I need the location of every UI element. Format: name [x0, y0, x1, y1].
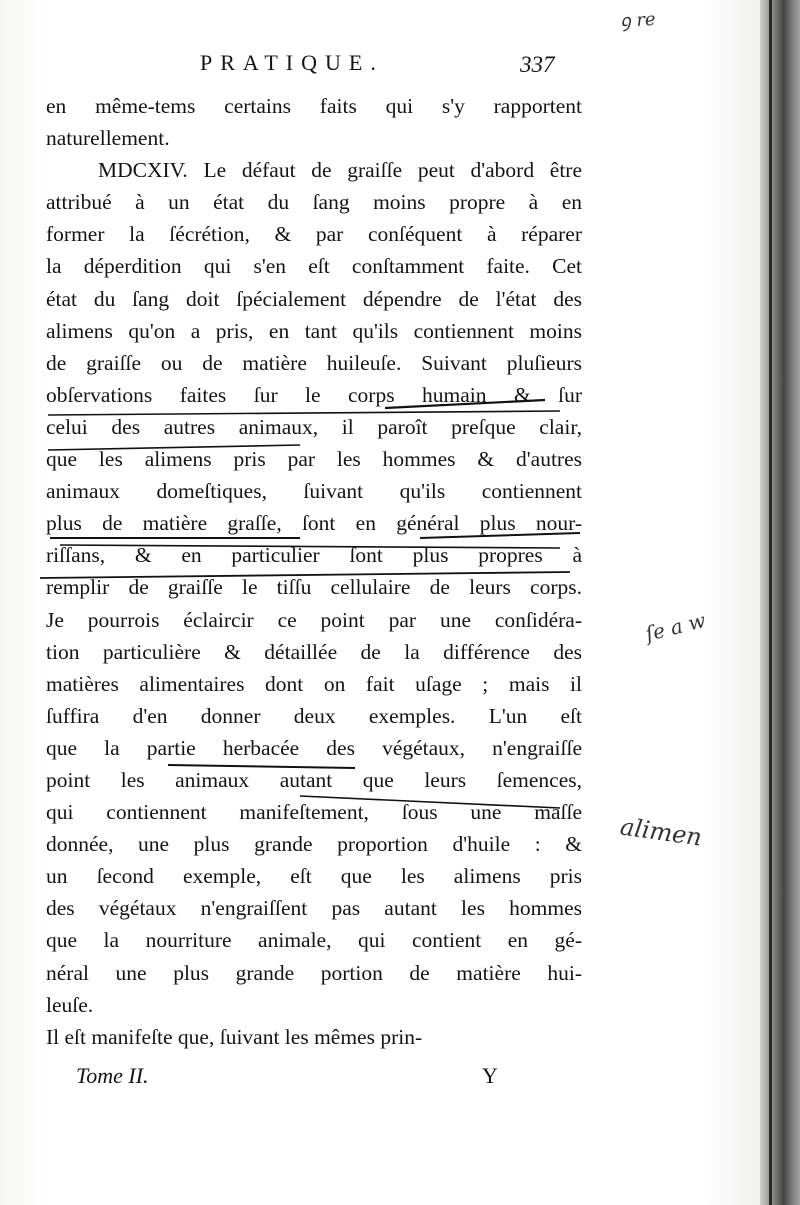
text-line: état du ſang doit ſpécialement dépendre de l'état des [46, 286, 582, 311]
margin-note: ſe a w [643, 607, 708, 647]
text-line: en même-tems certains faits qui s'y rapportent [46, 94, 582, 118]
text-line: ſuffira d'en donner deux exemples. L'un eſt [46, 703, 582, 728]
text-line: plus de matière graſſe, ſont en général plus nour- [46, 511, 582, 536]
text-line: que les alimens pris par les hommes & d'autres [46, 447, 582, 472]
text-line: former la ſécrétion, & par conſéquent à réparer [46, 222, 582, 247]
signature-mark: Y [482, 1063, 498, 1088]
volume-label: Tome II. [76, 1063, 149, 1088]
running-head [0, 50, 770, 86]
text-line: celui des autres animaux, il paroît preſque clair, [46, 414, 582, 439]
text-line: MDCXIV. Le défaut de graiſſe peut d'abord être [98, 158, 582, 183]
text-line: un ſecond exemple, eſt que les alimens pris [46, 864, 582, 889]
page-footer [0, 1063, 770, 1103]
running-title: PRATIQUE. [200, 50, 384, 75]
text-line: Il eſt manifeſte que, ſuivant les mêmes prin- [46, 1024, 423, 1049]
page-number: 337 [520, 52, 555, 77]
text-line: animaux domeſtiques, ſuivant qu'ils contiennent [46, 479, 582, 504]
text-line: que la partie herbacée des végétaux, n'engraiſſe [46, 735, 582, 760]
text-line: donnée, une plus grande proportion d'huile : & [46, 832, 582, 857]
text-line: tion particulière & détaillée de la différence des [46, 639, 582, 664]
text-line: des végétaux n'engraiſſent pas autant les hommes [46, 896, 582, 921]
text-line: alimens qu'on a pris, en tant qu'ils contiennent moins [46, 318, 582, 343]
text-line: néral une plus grande portion de matière hui- [46, 960, 582, 985]
text-line: riſſans, & en particulier ſont plus propres à [46, 543, 582, 568]
margin-note: ꝯ re [619, 8, 657, 33]
body-text [46, 90, 582, 1085]
text-line: qui contiennent manifeſtement, ſous une maſſe [46, 800, 582, 825]
text-line: point les animaux autant que leurs ſemences, [46, 767, 582, 792]
book-spine [760, 0, 800, 1205]
margin-note: alimen [618, 812, 704, 852]
text-line: obſervations faites ſur le corps humain & ſur [46, 382, 582, 407]
spine-edge [769, 0, 772, 1205]
text-line: que la nourriture animale, qui contient en gé- [46, 928, 582, 953]
text-line: Je pourrois éclaircir ce point par une conſidéra- [46, 607, 582, 632]
text-line: remplir de graiſſe le tiſſu cellulaire de leurs corps. [46, 575, 582, 600]
text-line: leuſe. [46, 992, 94, 1017]
text-line: naturellement. [46, 126, 170, 151]
text-line: de graiſſe ou de matière huileuſe. Suivant pluſieurs [46, 350, 582, 375]
text-line: la déperdition qui s'en eſt conſtamment faite. Cet [46, 254, 582, 279]
text-line: matières alimentaires dont on fait uſage ; mais il [46, 671, 582, 696]
text-line: attribué à un état du ſang moins propre à en [46, 190, 582, 215]
